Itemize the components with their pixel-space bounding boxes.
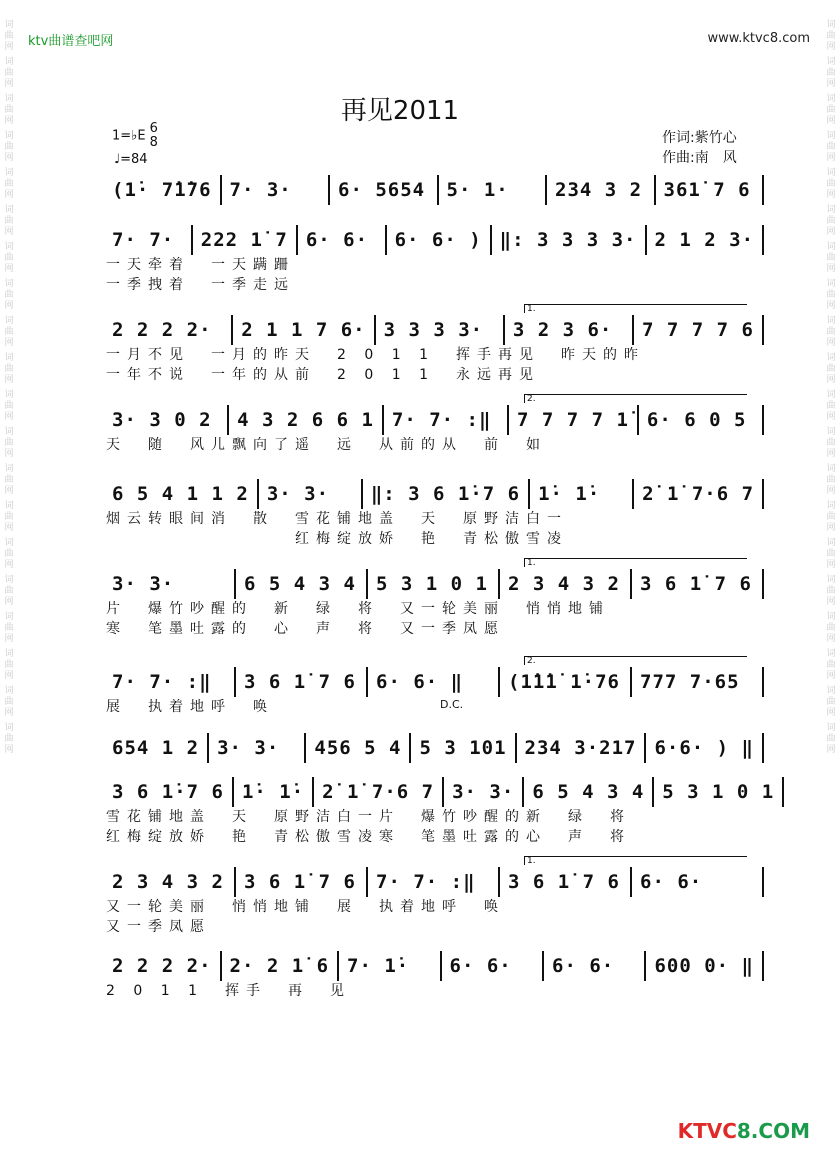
lyricist: 作词:紫竹心 — [662, 130, 737, 146]
lyric-line: 一季拽着 一季走远 — [106, 277, 295, 293]
measure: 3· 3· — [452, 781, 515, 803]
measure: 2 2 2 2· — [112, 955, 212, 977]
measure: 7· 1̇· — [347, 955, 410, 977]
notation-system — [104, 394, 764, 454]
measure: 3· 3· — [266, 483, 330, 505]
measure: 2 3 4 3 2 — [508, 573, 620, 595]
measure: 3 6 1̇ 7 6 — [640, 573, 752, 595]
measure: 6·6· ) ‖ — [654, 737, 754, 759]
measure: 3· 3· — [112, 573, 175, 595]
measure: 6 5 4 1 1 2 — [112, 483, 249, 505]
measure: 7 7 7 7 1̇ — [516, 409, 629, 431]
measure: ‖: 3 3 3 3· — [499, 229, 637, 251]
measure: (1̇1̇1̇ 1̇·76 — [508, 671, 620, 693]
bar-line — [762, 315, 764, 345]
measure: 361̇ 7 6 — [663, 179, 751, 201]
measure: 2 1 2 3· — [654, 229, 755, 251]
composer: 作曲:南 风 — [662, 150, 737, 166]
measure: 6· 6· — [305, 229, 369, 251]
measure: 1̇· 1̇· — [241, 781, 305, 803]
lyric-line: 一天牵着 一天蹒跚 — [106, 257, 295, 273]
measure: 5· 1· — [446, 179, 509, 201]
volta-bracket: 1. — [524, 856, 747, 865]
measure: 2 3 4 3 2 — [112, 871, 224, 893]
song-title: 再见2011 — [340, 96, 460, 126]
notation-system — [104, 226, 764, 294]
measure: 2· 2 1̇ 6 — [229, 955, 330, 977]
bar-line — [762, 867, 764, 897]
measure: 6 5 4 3 4 — [244, 573, 356, 595]
lyric-line: 烟云转眼间消 散 雪花铺地盖 天 原野洁白一 — [106, 511, 568, 527]
volta-bracket: 1. — [524, 304, 747, 313]
measure: 3· 3 0 2 — [112, 409, 212, 431]
volta-bracket: 2. — [524, 656, 747, 665]
bar-line — [762, 569, 764, 599]
measure: 4 3 2 6 6 1 — [237, 409, 374, 431]
measure: 222 1̇ 7 — [200, 229, 288, 251]
notation-line — [104, 480, 764, 508]
measure: 3 6 1̇·7 6 — [112, 781, 224, 803]
lyric-line: 片 爆竹吵醒的 新 绿 将 又一轮美丽 悄悄地铺 — [106, 601, 610, 617]
measure: 5 3 101 — [419, 737, 507, 759]
lyric-line: 一年不说 一年的从前 2 0 1 1 永远再见 — [106, 367, 540, 383]
notation-line — [104, 406, 764, 434]
measure: 456 5 4 — [314, 737, 402, 759]
measure: 6· 6· — [449, 955, 512, 977]
measure: 7· 7· :‖ — [391, 409, 492, 431]
measure: 3 6 1̇ 7 6 — [244, 671, 356, 693]
measure: 777 7·65 — [640, 671, 740, 693]
notation-line — [104, 868, 764, 896]
key-signature: 1=♭E 6 8 — [112, 121, 158, 150]
bar-line — [762, 733, 764, 763]
measure: 5 3 1 0 1 — [376, 573, 488, 595]
lyric-line: 又一轮美丽 悄悄地铺 展 执着地呼 唤 — [106, 899, 505, 915]
quarter-note-icon: ♩ — [114, 152, 121, 167]
measure: 2̇ 1̇ 7·6 7 — [322, 781, 435, 803]
notation-line — [104, 176, 764, 204]
lyric-line: 又一季凤愿 — [106, 919, 211, 935]
measure: 6· 5654 — [338, 179, 426, 201]
notation-line — [104, 734, 764, 762]
measure: 7· 7· :‖ — [376, 871, 476, 893]
footer-logo: KTVC8.COM — [677, 1119, 810, 1143]
bar-line — [762, 405, 764, 435]
measure: 6· 6· ) — [394, 229, 482, 251]
tempo-marking: ♩=84 — [114, 152, 148, 167]
side-watermark-right: 词曲网 词曲网 词曲网 词曲网 词曲网 词曲网 词曲网 词曲网 词曲网 词曲网 词曲网 词曲网 词曲网 词曲网 词曲网 词曲网 词曲网 词曲网 词曲网 词曲网 — [826, 20, 836, 755]
measure: 6· 6· ‖ — [376, 671, 464, 693]
measure: 3 6 1̇ 7 6 — [508, 871, 620, 893]
notation-system — [104, 304, 764, 384]
bar-line — [762, 175, 764, 205]
measure: 2 2 2 2· — [112, 319, 212, 341]
lyric-line: 天 随 风儿飘向了遥 远 从前的从 前 如 — [106, 437, 547, 453]
measure: (1̇· 7̇1̇76 — [112, 179, 212, 201]
measure: 600 0· ‖ — [654, 955, 754, 977]
measure: 2̇ 1̇ 7·6 7 — [642, 483, 755, 505]
bar-line — [762, 225, 764, 255]
bar-line — [762, 479, 764, 509]
notation-system — [104, 558, 764, 638]
measure: 7 7 7 7 6 — [642, 319, 754, 341]
measure: 6· 6· — [552, 955, 615, 977]
measure: 6· 6· — [640, 871, 703, 893]
bar-line — [762, 951, 764, 981]
measure: 3 6 1̇ 7 6 — [244, 871, 356, 893]
dc-marking: D.C. — [440, 698, 464, 711]
notation-system — [104, 176, 764, 204]
volta-bracket: 1. — [524, 558, 747, 567]
notation-system — [104, 952, 764, 1000]
measure: ‖: 3 6 1̇·7 6 — [370, 483, 521, 505]
measure: 3 3 3 3· — [383, 319, 484, 341]
site-url-right: www.ktvc8.com — [707, 31, 810, 46]
notation-system — [104, 778, 775, 846]
bar-line — [762, 667, 764, 697]
credits — [662, 128, 737, 168]
notation-system — [104, 734, 764, 762]
volta-bracket: 2. — [524, 394, 747, 403]
lyric-line: 2 0 1 1 挥手 再 见 — [106, 983, 351, 999]
lyric-line: 雪花铺地盖 天 原野洁白一片 爆竹吵醒的新 绿 将 — [106, 809, 631, 825]
bar-line — [782, 777, 784, 807]
measure: 654 1 2 — [112, 737, 200, 759]
time-signature: 6 8 — [149, 121, 158, 150]
measure: 7· 7· — [112, 229, 175, 251]
measure: 2 1 1 7 6· — [241, 319, 366, 341]
site-name-left: ktv曲谱查吧网 — [28, 34, 114, 49]
notation-line — [104, 316, 764, 344]
notation-line — [104, 668, 764, 696]
notation-line — [104, 226, 764, 254]
notation-system — [104, 856, 764, 936]
lyric-line: 红梅绽放娇 艳 青松傲雪凌 — [106, 531, 568, 547]
measure: 6· 6 0 5 — [646, 409, 747, 431]
notation-line — [104, 778, 775, 806]
measure: 7· 3· — [229, 179, 292, 201]
side-watermark-left: 词曲网 词曲网 词曲网 词曲网 词曲网 词曲网 词曲网 词曲网 词曲网 词曲网 词曲网 词曲网 词曲网 词曲网 词曲网 词曲网 词曲网 词曲网 词曲网 词曲网 — [4, 20, 14, 755]
measure: 1̇· 1̇· — [538, 483, 601, 505]
notation-system — [104, 480, 764, 548]
measure: 5 3 1 0 1 — [662, 781, 775, 803]
lyric-line: 展 执着地呼 唤 — [106, 699, 337, 715]
notation-system — [104, 656, 764, 716]
measure: 3 2 3 6· — [512, 319, 613, 341]
lyric-line: 红梅绽放娇 艳 青松傲雪凌寒 笔墨吐露的心 声 将 — [106, 829, 631, 845]
measure: 3· 3· — [217, 737, 280, 759]
measure: 7· 7· :‖ — [112, 671, 212, 693]
notation-line — [104, 952, 764, 980]
notation-line — [104, 570, 764, 598]
measure: 234 3·217 — [524, 737, 637, 759]
measure: 234 3 2 — [555, 179, 643, 201]
lyric-line: 寒 笔墨吐露的 心 声 将 又一季凤愿 — [106, 621, 505, 637]
measure: 6 5 4 3 4 — [532, 781, 645, 803]
lyric-line: 一月不见 一月的昨天 2 0 1 1 挥手再见 昨天的昨 — [106, 347, 645, 363]
